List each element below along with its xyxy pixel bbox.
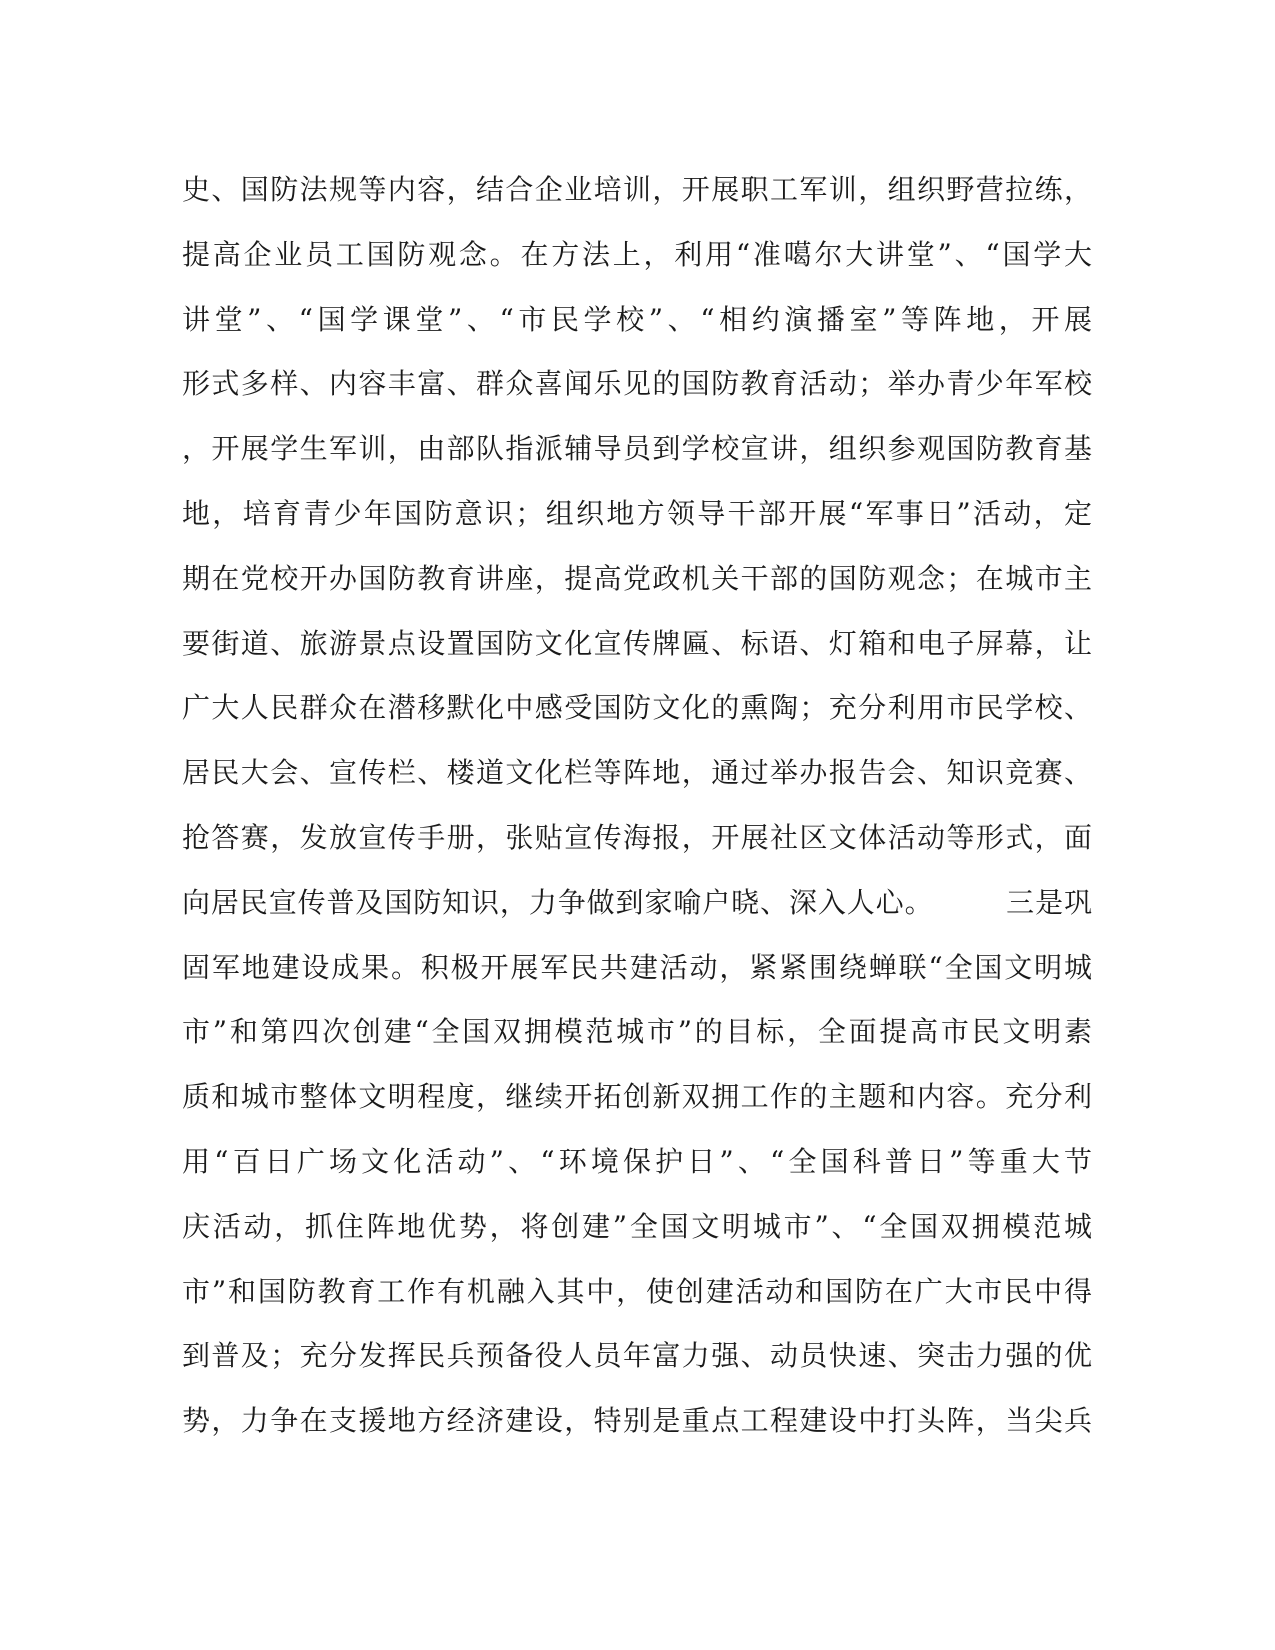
- text-line-2: 提高企业员工国防观念。在方法上，利用“准噶尔大讲堂”、“国学大: [182, 237, 1092, 271]
- text-line-19: 到普及；充分发挥民兵预备役人员年富力强、动员快速、突击力强的优: [182, 1339, 1092, 1373]
- text-line-20: 势，力争在支援地方经济建设，特别是重点工程建设中打头阵，当尖兵: [182, 1404, 1092, 1438]
- text-line-12: 向居民宣传普及国防知识，力争做到家喻户晓、深入人心。 三是巩: [182, 885, 1092, 919]
- text-line-5: ，开展学生军训，由部队指派辅导员到学校宣讲，组织参观国防教育基: [182, 432, 1092, 466]
- text-line-7: 期在党校开办国防教育讲座，提高党政机关干部的国防观念；在城市主: [182, 561, 1092, 595]
- text-line-16: 用“百日广场文化活动”、“环境保护日”、“全国科普日”等重大节: [182, 1144, 1092, 1178]
- text-line-17: 庆活动，抓住阵地优势，将创建”全国文明城市”、“全国双拥模范城: [182, 1209, 1092, 1243]
- text-line-8: 要街道、旅游景点设置国防文化宣传牌匾、标语、灯箱和电子屏幕，让: [182, 626, 1092, 660]
- text-line-3: 讲堂”、“国学课堂”、“市民学校”、“相约演播室”等阵地，开展: [182, 302, 1092, 336]
- text-line-1: 史、国防法规等内容，结合企业培训，开展职工军训，组织野营拉练，: [182, 173, 1092, 206]
- text-line-10: 居民大会、宣传栏、楼道文化栏等阵地，通过举办报告会、知识竞赛、: [182, 756, 1092, 790]
- text-line-13: 固军地建设成果。积极开展军民共建活动，紧紧围绕蝉联“全国文明城: [182, 950, 1092, 984]
- text-line-11: 抢答赛，发放宣传手册，张贴宣传海报，开展社区文体活动等形式，面: [182, 820, 1092, 854]
- text-line-15: 质和城市整体文明程度，继续开拓创新双拥工作的主题和内容。充分利: [182, 1080, 1092, 1114]
- body-text: [182, 158, 1092, 1454]
- text-line-6: 地，培育青少年国防意识；组织地方领导干部开展“军事日”活动，定: [182, 496, 1092, 530]
- text-line-9: 广大人民群众在潜移默化中感受国防文化的熏陶；充分利用市民学校、: [182, 691, 1092, 725]
- text-line-14: 市”和第四次创建“全国双拥模范城市”的目标，全面提高市民文明素: [182, 1015, 1092, 1049]
- text-line-18: 市”和国防教育工作有机融入其中，使创建活动和国防在广大市民中得: [182, 1274, 1092, 1308]
- text-line-4: 形式多样、内容丰富、群众喜闻乐见的国防教育活动；举办青少年军校: [182, 367, 1092, 401]
